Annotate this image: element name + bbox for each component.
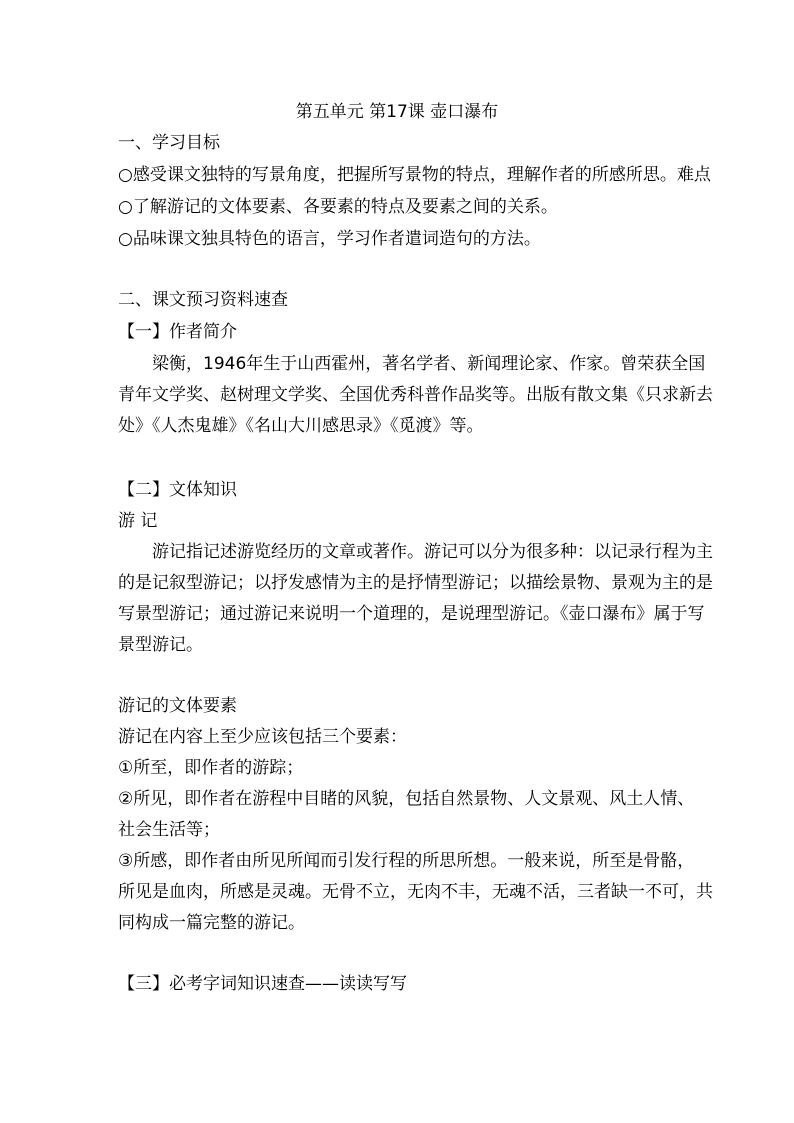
goal-item: ○品味课文独具特色的语言，学习作者遣词造句的方法。 xyxy=(118,229,541,249)
genre-paragraph-line: 景型游记。 xyxy=(118,635,203,655)
genre-paragraph-line: 游记指记述游览经历的文章或著作。游记可以分为很多种：以记录行程为主 xyxy=(152,542,713,562)
subsection-heading-vocab: 【三】必考字词知识速查——读读写写 xyxy=(118,974,407,994)
genre-subheading: 游 记 xyxy=(118,511,158,531)
section-heading-preview: 二、课文预习资料速查 xyxy=(118,290,288,310)
goal-item: ○了解游记的文体要素、各要素的特点及要素之间的关系。 xyxy=(118,197,558,217)
elements-intro: 游记在内容上至少应该包括三个要素： xyxy=(118,727,407,747)
page-title: 第五单元 第17课 壶口瀑布 xyxy=(295,102,499,122)
elements-line: ①所至，即作者的游踪； xyxy=(118,758,304,778)
genre-paragraph-line: 写景型游记；通过游记来说明一个道理的，是说理型游记。《壶口瀑布》属于写 xyxy=(118,604,705,624)
goal-item: ○感受课文独特的写景角度，把握所写景物的特点，理解作者的所感所思。难点 xyxy=(118,165,711,185)
elements-line: 所见是血肉，所感是灵魂。无骨不立，无肉不丰，无魂不活，三者缺一不可，共 xyxy=(118,882,713,902)
section-heading-goals: 一、学习目标 xyxy=(118,133,220,153)
author-paragraph-line: 青年文学奖、赵树理文学奖、全国优秀科普作品奖等。出版有散文集《只求新去 xyxy=(118,385,713,405)
elements-line: ③所感，即作者由所见所闻而引发行程的所思所想。一般来说，所至是骨骼， xyxy=(118,851,695,871)
subsection-heading-genre: 【二】文体知识 xyxy=(118,480,237,500)
author-paragraph-line: 梁衡，1946年生于山西霍州，著名学者、新闻理论家、作家。曾荣获全国 xyxy=(152,354,706,374)
subsection-heading-author: 【一】作者简介 xyxy=(118,322,237,342)
elements-line: ②所见，即作者在游程中目睹的风貌，包括自然景物、人文景观、风土人情、 xyxy=(118,789,695,809)
elements-line: 同构成一篇完整的游记。 xyxy=(118,913,305,933)
elements-line: 社会生活等； xyxy=(118,820,220,840)
genre-paragraph-line: 的是记叙型游记；以抒发感情为主的是抒情型游记；以描绘景物、景观为主的是 xyxy=(118,573,713,593)
author-paragraph-line: 处》《人杰鬼雄》《名山大川感思录》《觅渡》等。 xyxy=(118,416,484,436)
elements-heading: 游记的文体要素 xyxy=(118,696,237,716)
